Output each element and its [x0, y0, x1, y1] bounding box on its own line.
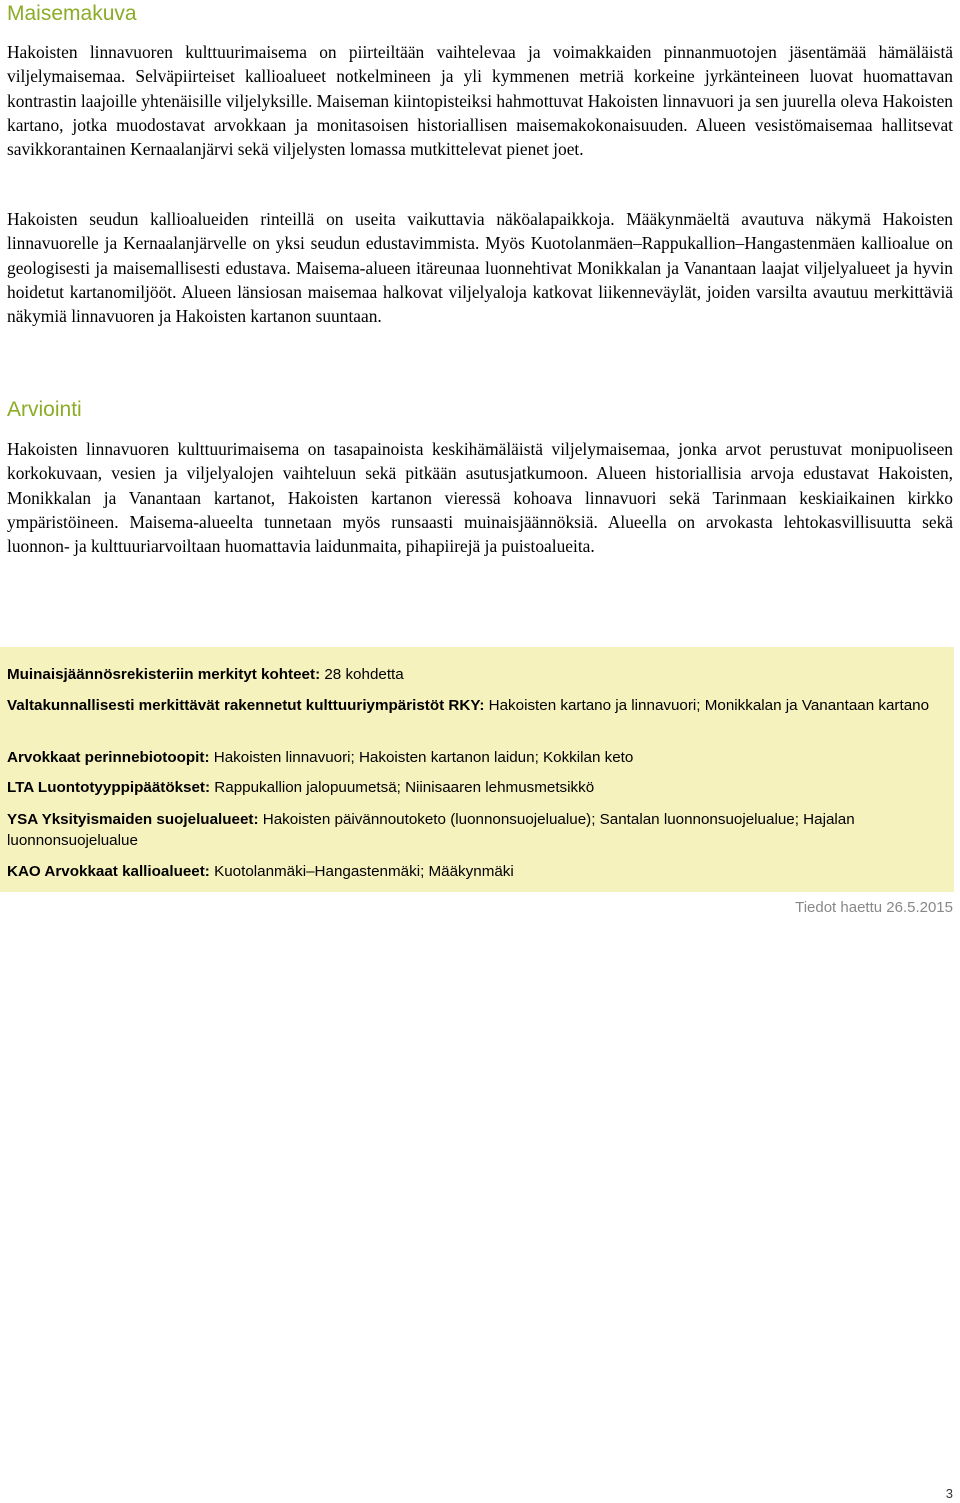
info-item-perinnebiotoopit [7, 748, 942, 769]
info-item-rky [7, 696, 942, 717]
info-label: Arvokkaat perinnebiotoopit: [7, 749, 210, 766]
info-label: YSA Yksityismaiden suojelualueet: [7, 811, 259, 828]
info-label: LTA Luontotyyppipäätökset: [7, 779, 211, 796]
info-label: KAO Arvokkaat kallioalueet: [7, 863, 210, 880]
info-value: Hakoisten linnavuori; Hakoisten kartanon laidun; Kokkilan keto [209, 749, 634, 766]
info-value: Kuotolanmäki–Hangastenmäki; Määkynmäki [209, 863, 514, 880]
info-label: Muinaisjäännösrekisteriin merkityt kohteet: [7, 666, 321, 683]
arviointi-paragraph-1: Hakoisten linnavuoren kulttuurimaisema on tasapainoista keskihämäläistä viljelymaisemaa, jonka arvot perustuvat monipuoliseen korkokuvaan, vesien ja viljelyalojen vaihteluun sekä pitkään asutusjatkumoon. Alueen historiallisia arvoja edustavat Hakoisten, Monikkalan ja Vanantaan kartanot, Hakoisten kartanon vieressä kohoava linnavuori sekä Tarinmaan keskiaikainen kirkko ympäristöineen. Maisema-alueelta tunnetaan myös runsaasti muinaisjäännöksiä. Alueella on arvokasta lehtokasvillisuutta sekä luonnon- ja kulttuuriarvoiltaan huomattavia laidunmaita, pihapiirejä ja puistoalueita. [7, 439, 953, 557]
info-item-kao [7, 862, 942, 883]
info-label: Valtakunnallisesti merkittävät rakennetut kulttuuriympäristöt RKY: [7, 697, 485, 714]
info-item-lta [7, 778, 942, 799]
section-heading-arviointi: Arviointi [7, 398, 82, 421]
info-item-muinaisjaannokset [7, 665, 942, 686]
retrieved-date: Tiedot haettu 26.5.2015 [795, 899, 953, 916]
maisemakuva-paragraph-2: Hakoisten seudun kallioalueiden rinteillä on useita vaikuttavia näköalapaikkoja. Määkynmäeltä avautuva näkymä Hakoisten linnavuorelle ja Kernaalanjärvelle on yksi seudun edustavimmista. Myös Kuotolanmäen–Rappukallion–Hangastenmäen kallioalue on geologisesti ja maisemallisesti edustava. Maisema-alueen itäreunaa luonnehtivat Monikkalan ja Vanantaan laajat viljelyalueet ja hyvin hoidetut kartanomiljööt. Alueen länsiosan maisemaa halkovat viljelyaloja katkovat liikenneväylät, joiden varsilta avautuu merkittäviä näkymiä linnavuoren ja Hakoisten kartanon suuntaan. [7, 209, 953, 327]
section-heading-maisemakuva: Maisemakuva [7, 2, 137, 25]
info-box [0, 647, 954, 892]
info-value: Hakoisten päivännoutoketo (luonnonsuojelualue); Santalan luonnonsuojelualue; Hajalan luonnonsuojelualue [7, 811, 855, 849]
info-value: Rappukallion jalopuumetsä; Niinisaaren lehmusmetsikkö [210, 779, 595, 796]
info-value: 28 kohdetta [320, 666, 404, 683]
info-value: Hakoisten kartano ja linnavuori; Monikkalan ja Vanantaan kartano [484, 697, 930, 714]
page-number: 3 [945, 1486, 953, 1501]
maisemakuva-paragraph-1: Hakoisten linnavuoren kulttuurimaisema on piirteiltään vaihtelevaa ja voimakkaiden pinnanmuotojen jäsentämää hämäläistä viljelymaisemaa. Selväpiirteiset kallioalueet notkelmineen ja yli kymmenen metriä korkeine jyrkänteineen luovat huomattavan kontrastin laajoille yhtenäisille viljelyksille. Maiseman kiintopisteiksi hahmottuvat Hakoisten linnavuori ja sen juurella oleva Hakoisten kartano, jotka muodostavat arvokkaan ja monitasoisen historiallisen maisemakokonaisuuden. Alueen vesistömaisemaa hallitsevat savikkorantainen Kernaalanjärvi sekä viljelysten lomassa mutkittelevat pienet joet. [7, 42, 953, 160]
info-item-ysa [7, 810, 942, 851]
